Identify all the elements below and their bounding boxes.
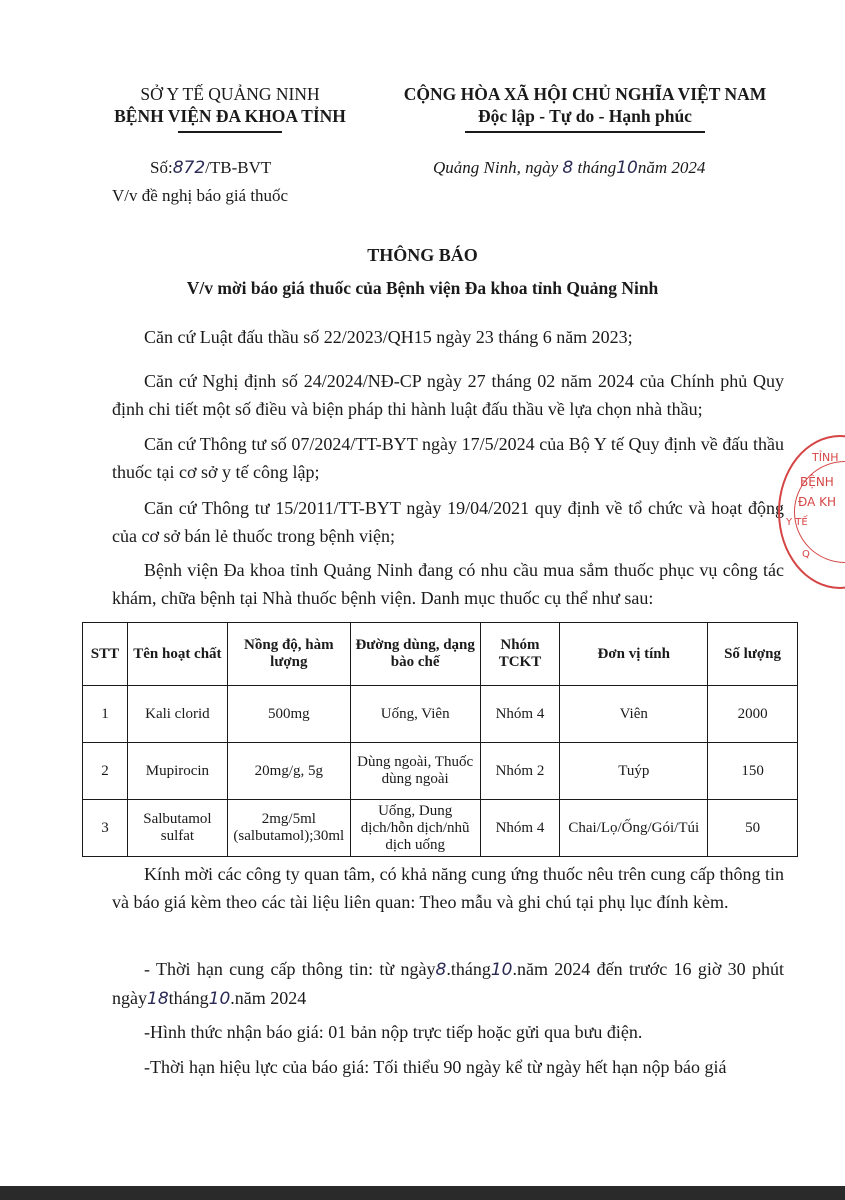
issue-date: Quảng Ninh, ngày 8 tháng10năm 2024 bbox=[433, 158, 706, 178]
cell-active-ingredient: Salbutamol sulfat bbox=[127, 800, 227, 857]
cell-tckt-group: Nhóm 2 bbox=[480, 743, 560, 800]
cell-quantity: 2000 bbox=[708, 686, 798, 743]
table-row bbox=[83, 686, 798, 743]
table-row bbox=[83, 800, 798, 857]
motto-underline bbox=[465, 131, 705, 133]
deadline-from-day-handwritten: 8 bbox=[435, 960, 447, 980]
cell-unit: Tuýp bbox=[560, 743, 708, 800]
table-header-row bbox=[83, 623, 798, 686]
country-name: CỘNG HÒA XÃ HỘI CHỦ NGHĨA VIỆT NAM bbox=[403, 84, 767, 104]
deadline-from-month-handwritten: 10 bbox=[490, 960, 513, 980]
cell-concentration: 2mg/5ml (salbutamol);30ml bbox=[227, 800, 350, 857]
cell-stt: 2 bbox=[83, 743, 128, 800]
invitation-paragraph: Kính mời các công ty quan tâm, có khả năng cung ứng thuốc nêu trên cung cấp thông tin và báo giá kèm theo các tài liệu liên quan: Theo mẫu và ghi chú tại phụ lục đính kèm. bbox=[112, 864, 784, 912]
hospital-underline bbox=[178, 131, 282, 133]
official-seal bbox=[778, 435, 845, 589]
legal-basis-1: Căn cứ Luật đấu thầu số 22/2023/QH15 ngày 23 tháng 6 năm 2023; bbox=[144, 327, 633, 347]
cell-tckt-group: Nhóm 4 bbox=[480, 686, 560, 743]
legal-basis-4: Căn cứ Thông tư 15/2011/TT-BYT ngày 19/04/2021 quy định về tổ chức và hoạt động của cơ sở bán lẻ thuốc trong bệnh viện; bbox=[112, 498, 784, 546]
col-header-active-ingredient: Tên hoạt chất bbox=[127, 623, 227, 686]
cell-unit: Chai/Lọ/Ống/Gói/Túi bbox=[560, 800, 708, 857]
cell-concentration: 20mg/g, 5g bbox=[227, 743, 350, 800]
cell-stt: 3 bbox=[83, 800, 128, 857]
hospital-name: BỆNH VIỆN ĐA KHOA TỈNH bbox=[114, 106, 346, 126]
col-header-quantity: Số lượng bbox=[708, 623, 798, 686]
col-header-tckt-group: Nhóm TCKT bbox=[480, 623, 560, 686]
notice-subtitle: V/v mời báo giá thuốc của Bệnh viện Đa khoa tỉnh Quảng Ninh bbox=[186, 278, 659, 298]
cell-active-ingredient: Kali clorid bbox=[127, 686, 227, 743]
purchase-need: Bệnh viện Đa khoa tỉnh Quảng Ninh đang có nhu cầu mua sắm thuốc phục vụ công tác khám, chữa bệnh tại Nhà thuốc bệnh viện. Danh mục thuốc cụ thể như sau: bbox=[112, 560, 784, 608]
document-number: Số:872/TB-BVT bbox=[150, 158, 272, 178]
col-header-concentration: Nồng độ, hàm lượng bbox=[227, 623, 350, 686]
col-header-unit: Đơn vị tính bbox=[560, 623, 708, 686]
seal-text-2: BỆNH bbox=[800, 475, 834, 489]
scan-edge-bar bbox=[0, 1186, 845, 1200]
cell-concentration: 500mg bbox=[227, 686, 350, 743]
col-header-route-form: Đường dùng, dạng bào chế bbox=[350, 623, 480, 686]
issue-day-handwritten: 8 bbox=[562, 158, 574, 178]
document-number-handwritten: 872 bbox=[172, 158, 206, 178]
cell-route-form: Uống, Viên bbox=[350, 686, 480, 743]
deadline-to-month-handwritten: 10 bbox=[208, 989, 231, 1009]
seal-text-5: Q bbox=[802, 549, 810, 560]
legal-basis-2: Căn cứ Nghị định số 24/2024/NĐ-CP ngày 27 tháng 02 năm 2024 của Chính phủ Quy định chi tiết một số điều và biện pháp thi hành luật đấu thầu về lựa chọn nhà thầu; bbox=[112, 371, 784, 419]
cell-unit: Viên bbox=[560, 686, 708, 743]
issue-month-handwritten: 10 bbox=[616, 158, 638, 178]
table-row bbox=[83, 743, 798, 800]
col-header-stt: STT bbox=[83, 623, 128, 686]
motto: Độc lập - Tự do - Hạnh phúc bbox=[478, 106, 692, 126]
cell-tckt-group: Nhóm 4 bbox=[480, 800, 560, 857]
submission-form: -Hình thức nhận báo giá: 01 bản nộp trực tiếp hoặc gửi qua bưu điện. bbox=[144, 1022, 643, 1042]
seal-text-1: TỈNH bbox=[812, 451, 839, 464]
seal-text-3: ĐA KH bbox=[798, 495, 837, 509]
cell-quantity: 150 bbox=[708, 743, 798, 800]
notice-title: THÔNG BÁO bbox=[367, 245, 478, 265]
legal-basis-3: Căn cứ Thông tư số 07/2024/TT-BYT ngày 17/5/2024 của Bộ Y tế Quy định về đấu thầu thuốc tại cơ sở y tế công lập; bbox=[112, 434, 784, 482]
document-subject: V/v đề nghị báo giá thuốc bbox=[112, 186, 289, 205]
cell-quantity: 50 bbox=[708, 800, 798, 857]
agency-name: SỞ Y TẾ QUẢNG NINH bbox=[140, 84, 320, 104]
quote-validity: -Thời hạn hiệu lực của báo giá: Tối thiểu 90 ngày kể từ ngày hết hạn nộp báo giá bbox=[144, 1057, 727, 1077]
cell-active-ingredient: Mupirocin bbox=[127, 743, 227, 800]
cell-route-form: Uống, Dung dịch/hỗn dịch/nhũ dịch uống bbox=[350, 800, 480, 857]
seal-text-4: Y TẾ bbox=[786, 517, 808, 528]
drug-list-table bbox=[82, 622, 798, 857]
cell-route-form: Dùng ngoài, Thuốc dùng ngoài bbox=[350, 743, 480, 800]
cell-stt: 1 bbox=[83, 686, 128, 743]
deadline-paragraph: - Thời hạn cung cấp thông tin: từ ngày8.tháng10.năm 2024 đến trước 16 giờ 30 phút ngày18tháng10.năm 2024 bbox=[112, 959, 785, 1009]
deadline-to-day-handwritten: 18 bbox=[147, 989, 169, 1009]
